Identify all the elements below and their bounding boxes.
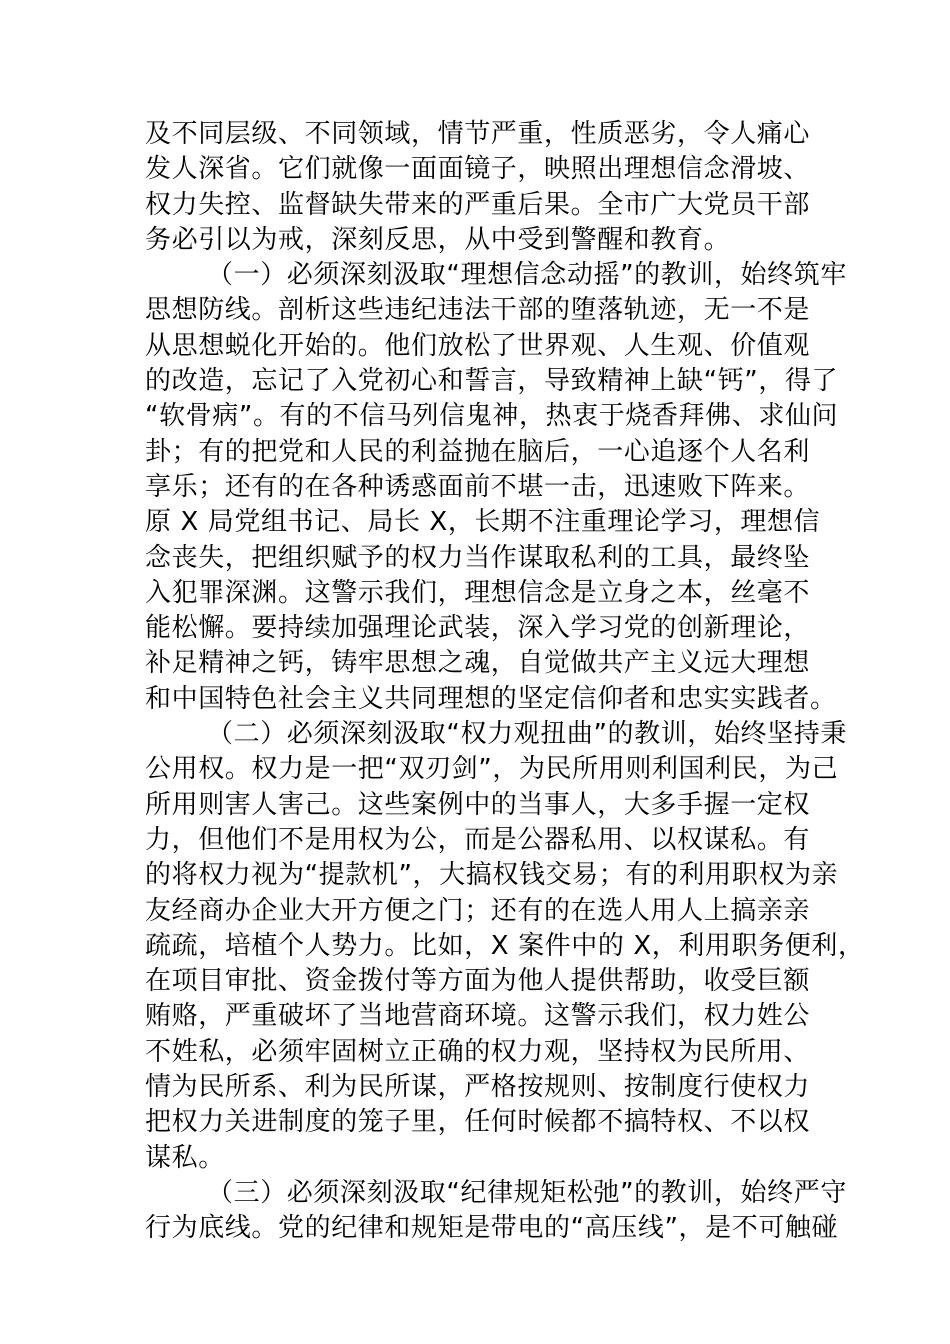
text-line: 思想防线。剖析这些违纪违法干部的堕落轨迹，无一不是	[145, 295, 811, 326]
paragraph-continuation	[145, 117, 835, 258]
text-line: 卦；有的把党和人民的利益抛在脑后，一心追逐个人名利	[145, 436, 811, 467]
text-line: 不姓私，必须牢固树立正确的权力观，坚持权为民所用、	[145, 1036, 811, 1067]
text-line: 及不同层级、不同领域，情节严重，性质恶劣，令人痛心	[145, 119, 811, 149]
text-line: 念丧失，把组织赋予的权力当作谋取私利的工具，最终坠	[145, 542, 811, 573]
text-line: 所用则害人害己。这些案例中的当事人，大多手握一定权	[145, 789, 811, 820]
text-line: “软骨病”。有的不信马列信鬼神，热衷于烧香拜佛、求仙问	[145, 401, 839, 432]
text-line: 情为民所系、利为民所谋，严格按规则、按制度行使权力	[145, 1072, 811, 1103]
paragraph-section-1	[145, 258, 847, 717]
document-body	[145, 117, 865, 1247]
text-line: 的改造，忘记了入党初心和誓言，导致精神上缺“钙”，得了	[145, 366, 839, 397]
text-line: 公用权。权力是一把“双刃剑”，为民所用则利国利民，为己	[145, 754, 839, 785]
text-line: 谋私。	[145, 1142, 225, 1173]
text-line: 入犯罪深渊。这警示我们，理想信念是立身之本，丝毫不	[145, 577, 811, 608]
text-line: 务必引以为戒，深刻反思，从中受到警醒和教育。	[145, 224, 731, 255]
section-heading-line: （一）必须深刻汲取“理想信念动摇”的教训，始终筑牢	[207, 260, 847, 291]
text-line: 的将权力视为“提款机”，大搞权钱交易；有的利用职权为亲	[145, 860, 839, 891]
text-line: 补足精神之钙，铸牢思想之魂，自觉做共产主义远大理想	[145, 648, 811, 679]
text-line: 把权力关进制度的笼子里，任何时候都不搞特权、不以权	[145, 1107, 811, 1138]
text-line: 原 X 局党组书记、局长 X，长期不注重理论学习，理想信	[145, 507, 821, 538]
text-line: 力，但他们不是用权为公，而是公器私用、以权谋私。有	[145, 824, 811, 855]
section-heading-line: （二）必须深刻汲取“权力观扭曲”的教训，始终坚持秉	[207, 719, 847, 750]
text-line: 能松懈。要持续加强理论武装，深入学习党的创新理论，	[145, 613, 811, 644]
text-line: 发人深省。它们就像一面面镜子，映照出理想信念滑坡、	[145, 154, 811, 185]
text-line: 贿赂，严重破坏了当地营商环境。这警示我们，权力姓公	[145, 1001, 811, 1032]
section-heading-line: （三）必须深刻汲取“纪律规矩松弛”的教训，始终严守	[207, 1177, 847, 1208]
paragraph-section-3	[145, 1176, 847, 1247]
text-line: 行为底线。党的纪律和规矩是带电的“高压线”，是不可触碰	[145, 1213, 839, 1244]
text-line: 疏疏，培植个人势力。比如，X 案件中的 X，利用职务便利，	[145, 930, 865, 961]
text-line: 友经商办企业大开方便之门；还有的在选人用人上搞亲亲	[145, 895, 811, 926]
text-line: 在项目审批、资金拨付等方面为他人提供帮助，收受巨额	[145, 966, 811, 997]
text-line: 享乐；还有的在各种诱惑面前不堪一击，迅速败下阵来。	[145, 471, 811, 502]
text-line: 从思想蜕化开始的。他们放松了世界观、人生观、价值观	[145, 330, 811, 361]
paragraph-section-2	[145, 717, 865, 1176]
text-line: 和中国特色社会主义共同理想的坚定信仰者和忠实实践者。	[145, 683, 837, 714]
text-line: 权力失控、监督缺失带来的严重后果。全市广大党员干部	[145, 189, 811, 220]
